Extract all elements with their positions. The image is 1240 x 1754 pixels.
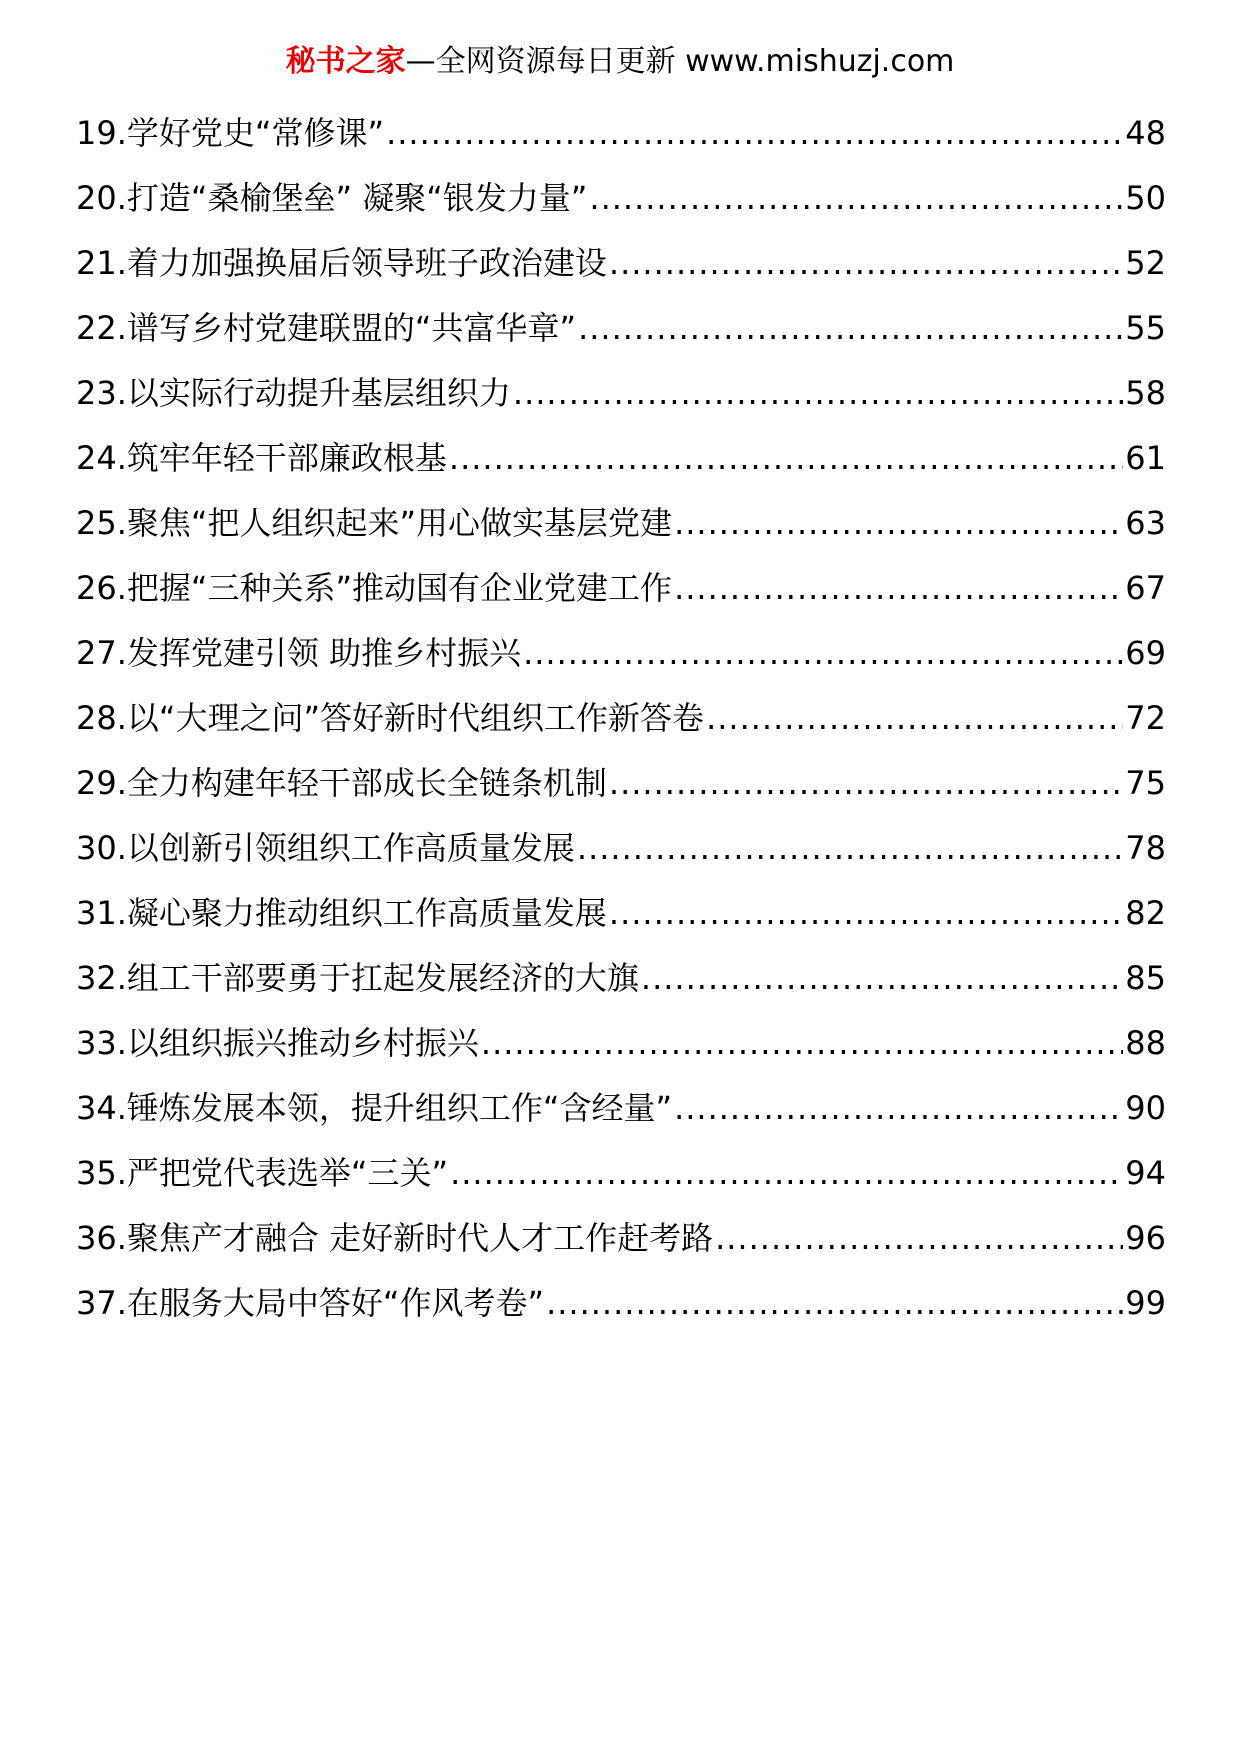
toc-dot-leader [715,1211,1123,1265]
toc-page-number: 58 [1125,374,1166,412]
toc-entry-title: 20.打造“桑榆堡垒” 凝聚“银发力量” [76,179,588,217]
toc-entry-title: 30.以创新引领组织工作高质量发展 [76,829,575,867]
toc-page-number: 67 [1125,569,1166,607]
toc-entry[interactable] [76,301,1166,366]
toc-entry[interactable] [76,951,1166,1016]
toc-entry-title: 33.以组织振兴推动乡村振兴 [76,1024,479,1062]
toc-entry[interactable] [76,691,1166,756]
toc-entry[interactable] [76,821,1166,886]
toc-dot-leader [513,366,1123,420]
toc-page-number: 94 [1125,1154,1166,1192]
toc-entry-title: 19.学好党史“常修课” [76,114,385,152]
toc-page-number: 50 [1125,179,1166,217]
toc-entry-title: 25.聚焦“把人组织起来”用心做实基层党建 [76,504,673,542]
toc-entry[interactable] [76,1211,1166,1276]
toc-dot-leader [674,496,1123,550]
toc-entry-title: 26.把握“三种关系”推动国有企业党建工作 [76,569,673,607]
toc-dot-leader [609,886,1123,940]
toc-entry-title: 22.谱写乡村党建联盟的“共富华章” [76,309,577,347]
toc-page-number: 52 [1125,244,1166,282]
toc-entry[interactable] [76,1081,1166,1146]
toc-entry[interactable] [76,171,1166,236]
toc-dot-leader [589,171,1123,225]
toc-entry-title: 35.严把党代表选举“三关” [76,1154,449,1192]
toc-entry[interactable] [76,886,1166,951]
toc-page-number: 96 [1125,1219,1166,1257]
toc-dot-leader [481,1016,1123,1070]
toc-entry-title: 37.在服务大局中答好“作风考卷” [76,1284,545,1322]
toc-entry[interactable] [76,626,1166,691]
toc-entry[interactable] [76,496,1166,561]
table-of-contents [76,106,1166,1341]
toc-page-number: 82 [1125,894,1166,932]
toc-entry-title: 32.组工干部要勇于扛起发展经济的大旗 [76,959,639,997]
toc-dot-leader [450,1146,1123,1200]
toc-page-number: 55 [1125,309,1166,347]
toc-entry-title: 23.以实际行动提升基层组织力 [76,374,511,412]
page-header [0,42,1240,82]
toc-entry-title: 28.以“大理之问”答好新时代组织工作新答卷 [76,699,705,737]
toc-dot-leader [386,106,1123,160]
toc-dot-leader [578,301,1123,355]
toc-page-number: 63 [1125,504,1166,542]
toc-dot-leader [674,561,1123,615]
toc-entry-title: 27.发挥党建引领 助推乡村振兴 [76,634,522,672]
toc-dot-leader [641,951,1123,1005]
toc-entry-title: 24.筑牢年轻干部廉政根基 [76,439,447,477]
toc-entry[interactable] [76,756,1166,821]
toc-entry[interactable] [76,1016,1166,1081]
toc-dot-leader [706,691,1123,745]
toc-dot-leader [609,236,1123,290]
site-brand: 秘书之家 [285,44,406,79]
toc-page-number: 90 [1125,1089,1166,1127]
toc-page-number: 48 [1125,114,1166,152]
toc-dot-leader [449,431,1123,485]
toc-page-number: 72 [1125,699,1166,737]
toc-entry-title: 21.着力加强换届后领导班子政治建设 [76,244,607,282]
toc-entry[interactable] [76,106,1166,171]
toc-entry-title: 31.凝心聚力推动组织工作高质量发展 [76,894,607,932]
toc-entry-title: 29.全力构建年轻干部成长全链条机制 [76,764,607,802]
toc-entry[interactable] [76,561,1166,626]
toc-page-number: 85 [1125,959,1166,997]
toc-page-number: 69 [1125,634,1166,672]
toc-entry[interactable] [76,431,1166,496]
toc-dot-leader [577,821,1123,875]
toc-page-number: 61 [1125,439,1166,477]
toc-page-number: 75 [1125,764,1166,802]
toc-page-number: 88 [1125,1024,1166,1062]
toc-entry-title: 36.聚焦产才融合 走好新时代人才工作赶考路 [76,1219,714,1257]
toc-dot-leader [674,1081,1123,1135]
toc-entry[interactable] [76,366,1166,431]
toc-dot-leader [609,756,1123,810]
toc-page-number: 99 [1125,1284,1166,1322]
toc-entry[interactable] [76,1146,1166,1211]
toc-entry[interactable] [76,236,1166,301]
toc-dot-leader [546,1276,1123,1330]
toc-dot-leader [523,626,1123,680]
site-tagline: —全网资源每日更新 www.mishuzj.com [405,44,955,79]
toc-entry-title: 34.锤炼发展本领，提升组织工作“含经量” [76,1089,673,1127]
toc-page-number: 78 [1125,829,1166,867]
toc-entry[interactable] [76,1276,1166,1341]
